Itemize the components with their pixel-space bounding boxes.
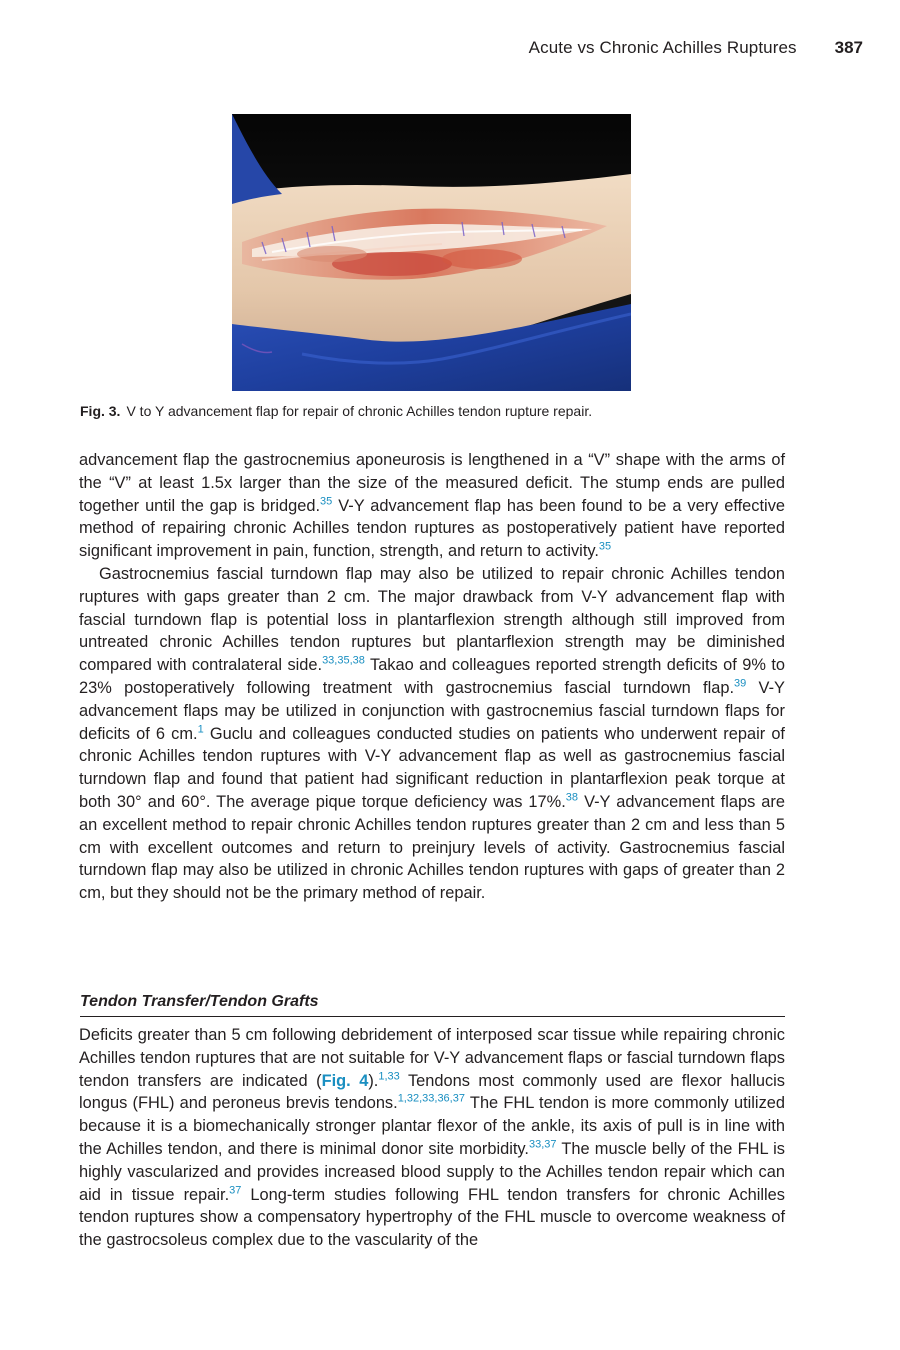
surgical-photo (232, 114, 631, 391)
paragraph (79, 563, 785, 905)
paragraph-text: Deficits greater than 5 cm following debridement of interposed scar tissue while repairing chronic Achilles tendon ruptures that are not suitable for V-Y advancement flaps or fascial turndown flaps tendon transfers are indicated ( (79, 1026, 785, 1090)
paragraph (79, 1024, 785, 1252)
figure-label: Fig. 3. (80, 403, 121, 419)
page-number: 387 (834, 38, 863, 57)
paragraph-text: V-Y advancement flaps may be utilized in conjunction with gastrocnemius fascial turndown flaps for deficits of 6 cm. (79, 678, 785, 743)
paragraph-text: Long-term studies following FHL tendon transfers for chronic Achilles tendon ruptures show a compensatory hypertrophy of the FHL muscle to overcome weakness of the gastrocsoleus complex due to the vascularity of the (79, 1185, 785, 1250)
figure-caption-text: V to Y advancement flap for repair of chronic Achilles tendon rupture repair. (126, 403, 593, 419)
paragraph-text: Guclu and colleagues conducted studies on patients who underwent repair of chronic Achilles tendon ruptures with V-Y advancement flap as well as gastrocnemius fascial turndown flap and found that patient had significant reduction in plantarflexion peak torque at both 30° and 60°. The average pique torque deficiency was 17%. (79, 724, 785, 811)
section-body-text (79, 1024, 785, 1252)
citation-link[interactable]: 35 (320, 495, 333, 508)
running-header (80, 38, 863, 58)
citation-link[interactable]: 33,35,38 (322, 654, 365, 667)
citation-link[interactable]: 1,33 (378, 1070, 400, 1083)
citation-link[interactable]: 37 (229, 1184, 242, 1197)
paragraph (79, 449, 785, 563)
citation-link[interactable]: 1,32,33,36,37 (397, 1092, 465, 1105)
figure-caption (80, 401, 785, 421)
paragraph-text: The muscle belly of the FHL is highly vascularized and provides increased blood supply to the Achilles tendon repair which can aid in tissue repair. (79, 1139, 785, 1204)
citation-link[interactable]: 35 (598, 540, 612, 553)
paragraph-text: V-Y advancement flap has been found to be a very effective method of repairing chronic Achilles tendon ruptures as postoperatively patient have reported significant improvement in pain, function, strength, and return to activity. (79, 496, 786, 561)
running-title: Acute vs Chronic Achilles Ruptures (528, 38, 797, 57)
body-text-block (79, 449, 785, 905)
section-heading: Tendon Transfer/Tendon Grafts (80, 993, 785, 1017)
paragraph-text: Tendons most commonly used are flexor hallucis longus (FHL) and peroneus brevis tendons. (79, 1071, 785, 1113)
paragraph-text: advancement flap the gastrocnemius aponeurosis is lengthened in a “V” shape with the arms of the “V” at least 1.5x larger than the size of the measured deficit. The stump ends are pulled together until the gap is bridged. (79, 451, 785, 515)
paragraph-text: Takao and colleagues reported strength deficits of 9% to 23% postoperatively following treatment with gastrocnemius fascial turndown flap. (79, 656, 785, 697)
citation-link[interactable]: 39 (734, 677, 747, 690)
figure-reference-link[interactable]: Fig. 4 (321, 1071, 369, 1090)
paragraph-text: ). (368, 1071, 379, 1090)
citation-link[interactable]: 1 (197, 723, 204, 736)
paragraph-text: The FHL tendon is more commonly utilized because it is a biomechanically stronger plantar flexor of the ankle, its axis of pull is in line with the Achilles tendon, and there is minimal donor site morbidity. (79, 1094, 785, 1158)
citation-link[interactable]: 33,37 (528, 1138, 557, 1151)
paragraph-text: V-Y advancement flaps are an excellent method to repair chronic Achilles tendon ruptures greater than 2 cm and less than 5 cm with excellent outcomes and return to preinjury levels of activity. Gastrocnemius fascial turndown flap may also be utilized in chronic Achilles tendon ruptures with gaps of greater than 2 cm, but they should not be the primary method of repair. (79, 792, 785, 903)
surgical-photo-illustration (232, 114, 631, 391)
paragraph-text: Gastrocnemius fascial turndown flap may also be utilized to repair chronic Achilles tendon ruptures with gaps greater than 2 cm. The major drawback from V-Y advancement flap with fascial turndown flap is potential loss in plantarflexion strength although still improved from untreated chronic Achilles tendon ruptures but plantarflexion strength may be diminished compared with contralateral side. (79, 564, 785, 675)
citation-link[interactable]: 38 (565, 791, 579, 804)
